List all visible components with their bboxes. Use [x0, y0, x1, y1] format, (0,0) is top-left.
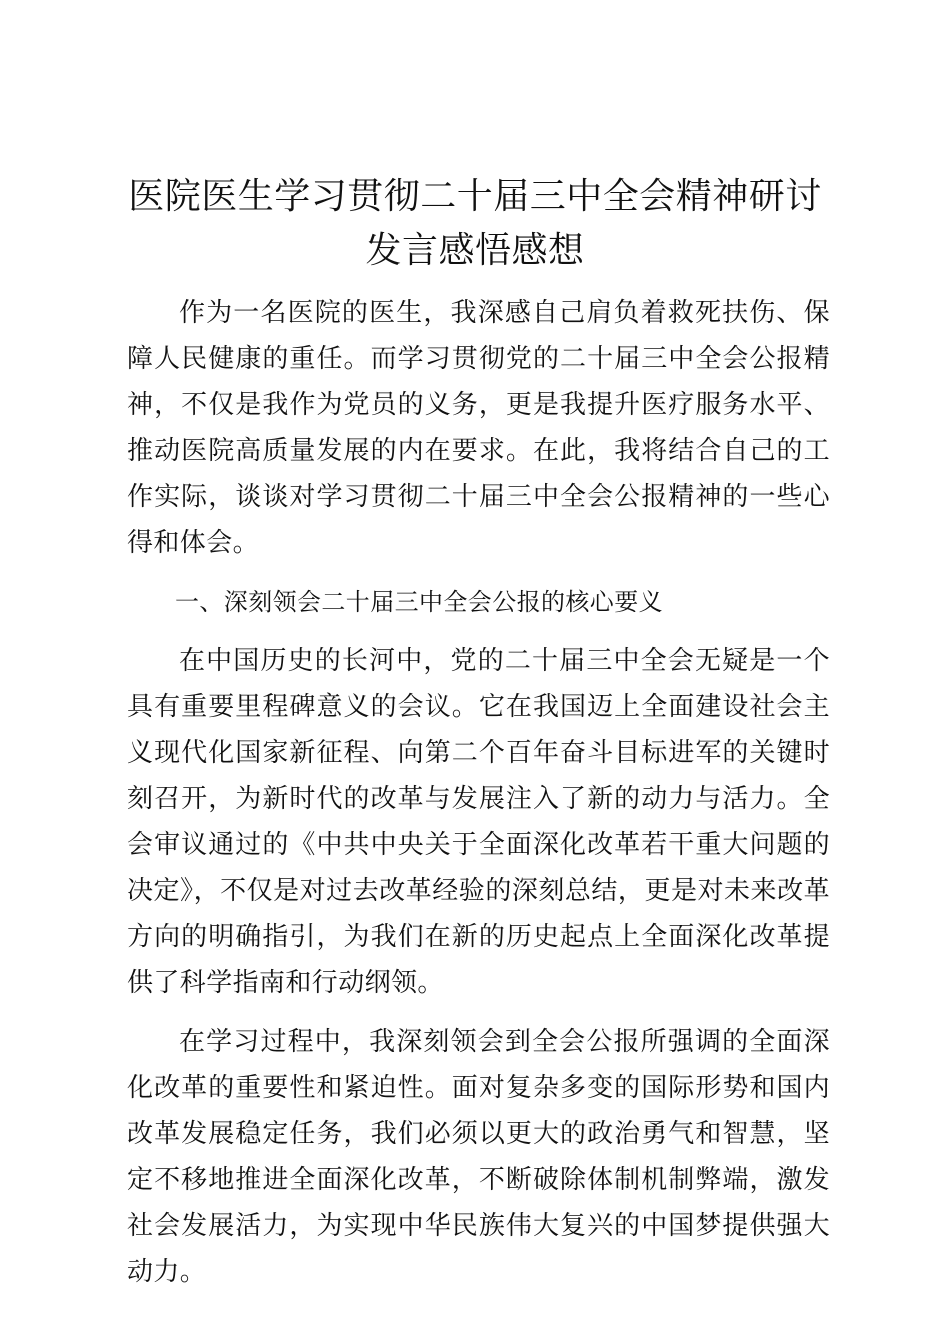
paragraph-learning: 在学习过程中，我深刻领会到全会公报所强调的全面深化改革的重要性和紧迫性。面对复杂多变的国际形势和国内改革发展稳定任务，我们必须以更大的政治勇气和智慧，坚定不移地推进全面深化改革，不断破除体制机制弊端，激发社会发展活力，为实现中华民族伟大复兴的中国梦提供强大动力。 [127, 1027, 830, 1287]
paragraph-history: 在中国历史的长河中，党的二十届三中全会无疑是一个具有重要里程碑意义的会议。它在我国迈上全面建设社会主义现代化国家新征程、向第二个百年奋斗目标进军的关键时刻召开，为新时代的改革与发展注入了新的动力与活力。全会审议通过的《中共中央关于全面深化改革若干重大问题的决定》，不仅是对过去改革经验的深刻总结，更是对未来改革方向的明确指引，为我们在新的历史起点上全面深化改革提供了科学指南和行动纲领。 [127, 646, 830, 998]
document-title: 医院医生学习贯彻二十届三中全会精神研讨发言感悟感想 [128, 176, 822, 271]
paragraph-intro: 作为一名医院的医生，我深感自己肩负着救死扶伤、保障人民健康的重任。而学习贯彻党的二十届三中全会公报精神，不仅是我作为党员的义务，更是我提升医疗服务水平、推动医院高质量发展的内在要求。在此，我将结合自己的工作实际，谈谈对学习贯彻二十届三中全会公报精神的一些心得和体会。 [127, 298, 830, 558]
section-heading-1: 一、深刻领会二十届三中全会公报的核心要义 [175, 588, 663, 616]
document-body [127, 290, 830, 1308]
